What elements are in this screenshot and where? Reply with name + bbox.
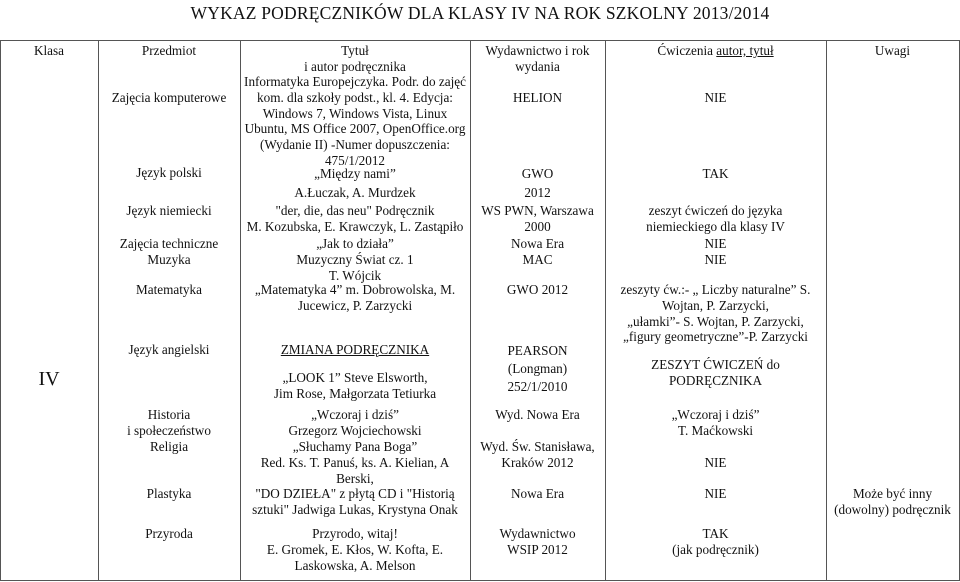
row-religia-tytul: „Słuchamy Pana Boga” Red. Ks. T. Panuś, ks. A. Kielian, A Berski, bbox=[260, 439, 450, 486]
row-religia-wydawnictwo: Wyd. Św. Stanisława, Kraków 2012 bbox=[480, 439, 595, 470]
row-polski-wydawnictwo: GWO 2012 bbox=[521, 166, 554, 200]
header-tytul: Tytuł i autor podręcznika bbox=[304, 43, 406, 74]
row-angielski-wydawnictwo: PEARSON (Longman) 252/1/2010 bbox=[507, 343, 568, 394]
row-matematyka-przedmiot: Matematyka bbox=[136, 282, 202, 297]
row-komputerowe-wydawnictwo: HELION bbox=[512, 90, 563, 105]
row-muzyka-cwiczenia: NIE bbox=[704, 252, 727, 267]
row-muzyka-przedmiot: Muzyka bbox=[147, 252, 191, 267]
header-klasa: Klasa bbox=[33, 43, 65, 58]
row-matematyka-cwiczenia: zeszyty ćw.:- „ Liczby naturalne” S. Wojtan, P. Zarzycki, „ułamki”- S. Wojtan, P. Zarzycki, „figury geometryczne”-P. Zarzycki bbox=[620, 282, 811, 345]
row-matematyka-wydawnictwo: GWO 2012 bbox=[506, 282, 569, 297]
row-polski-cwiczenia: TAK bbox=[702, 166, 729, 181]
row-muzyka-wydawnictwo: MAC bbox=[522, 252, 553, 267]
header-wydawnictwo: Wydawnictwo i rok wydania bbox=[485, 43, 590, 74]
row-polski-tytul: „Między nami” A.Łuczak, A. Murdzek bbox=[294, 166, 416, 200]
row-polski-przedmiot: Język polski bbox=[136, 165, 202, 180]
row-muzyka-tytul: Muzyczny Świat cz. 1 T. Wójcik bbox=[296, 252, 414, 283]
row-przyroda-przedmiot: Przyroda bbox=[145, 526, 193, 541]
row-techniczne-wydawnictwo: Nowa Era bbox=[510, 236, 565, 251]
row-plastyka-uwagi: Może być inny (dowolny) podręcznik bbox=[834, 486, 951, 517]
row-komputerowe-cwiczenia: NIE bbox=[704, 90, 727, 105]
row-matematyka-tytul: „Matematyka 4” m. Dobrowolska, M. Jucewicz, P. Zarzycki bbox=[254, 282, 456, 313]
row-religia-cwiczenia: NIE bbox=[704, 455, 727, 470]
row-techniczne-przedmiot: Zajęcia techniczne bbox=[119, 236, 219, 251]
row-historia-przedmiot: Historia i społeczeństwo bbox=[127, 407, 211, 438]
row-niemiecki-cwiczenia: zeszyt ćwiczeń do języka niemieckiego dla klasy IV bbox=[646, 203, 785, 234]
row-przyroda-cwiczenia: TAK (jak podręcznik) bbox=[672, 526, 759, 557]
row-historia-cwiczenia: „Wczoraj i dziś” T. Maćkowski bbox=[671, 407, 760, 438]
row-religia-przedmiot: Religia bbox=[149, 439, 189, 454]
row-plastyka-cwiczenia: NIE bbox=[704, 486, 727, 501]
page-title: WYKAZ PODRĘCZNIKÓW DLA KLASY IV NA ROK SZKOLNY 2013/2014 bbox=[190, 3, 770, 23]
change-textbook-notice: ZMIANA PODRĘCZNIKA bbox=[280, 342, 430, 357]
table-border-bottom bbox=[0, 580, 960, 581]
header-przedmiot: Przedmiot bbox=[141, 43, 197, 58]
row-niemiecki-tytul: "der, die, das neu" Podręcznik M. Kozubska, E. Krawczyk, L. Zastąpiło bbox=[246, 203, 464, 234]
row-historia-tytul: „Wczoraj i dziś” Grzegorz Wojciechowski bbox=[288, 407, 422, 438]
row-przyroda-tytul: Przyrodo, witaj! E. Gromek, E. Kłos, W. Kofta, E. Laskowska, A. Melson bbox=[266, 526, 444, 573]
table-border-top bbox=[0, 40, 960, 41]
header-cwiczenia: Ćwiczenia autor, tytuł bbox=[657, 43, 774, 58]
row-niemiecki-wydawnictwo: WS PWN, Warszawa 2000 bbox=[481, 203, 594, 234]
table-border-left bbox=[0, 40, 1, 581]
row-plastyka-tytul: "DO DZIEŁA" z płytą CD i "Historią sztuki" Jadwiga Lukas, Krystyna Onak bbox=[252, 486, 458, 517]
row-angielski-przedmiot: Język angielski bbox=[128, 342, 210, 357]
row-plastyka-przedmiot: Plastyka bbox=[146, 486, 192, 501]
row-komputerowe-przedmiot: Zajęcia komputerowe bbox=[111, 90, 227, 105]
row-techniczne-tytul: „Jak to działa” bbox=[316, 236, 394, 251]
row-plastyka-wydawnictwo: Nowa Era bbox=[510, 486, 565, 501]
row-przyroda-wydawnictwo: Wydawnictwo WSIP 2012 bbox=[499, 526, 576, 557]
header-uwagi: Uwagi bbox=[874, 43, 911, 58]
klasa-value: IV bbox=[38, 368, 60, 390]
row-niemiecki-przedmiot: Język niemiecki bbox=[126, 203, 212, 218]
row-angielski-cwiczenia: ZESZYT ĆWICZEŃ do PODRĘCZNIKA bbox=[651, 357, 780, 388]
row-angielski-tytul: ZMIANA PODRĘCZNIKA „LOOK 1” Steve Elsworth, Jim Rose, Małgorzata Tetiurka bbox=[240, 342, 470, 401]
row-historia-wydawnictwo: Wyd. Nowa Era bbox=[495, 407, 580, 422]
row-komputerowe-tytul: Informatyka Europejczyka. Podr. do zajęć kom. dla szkoły podst., kl. 4. Edycja: Windows 7, Windows Vista, Linux Ubuntu, MS Office 2007, OpenOffice.org (Wydanie II) -Numer dopuszczenia: 475/1/2012 bbox=[244, 74, 466, 168]
row-techniczne-cwiczenia: NIE bbox=[704, 236, 727, 251]
